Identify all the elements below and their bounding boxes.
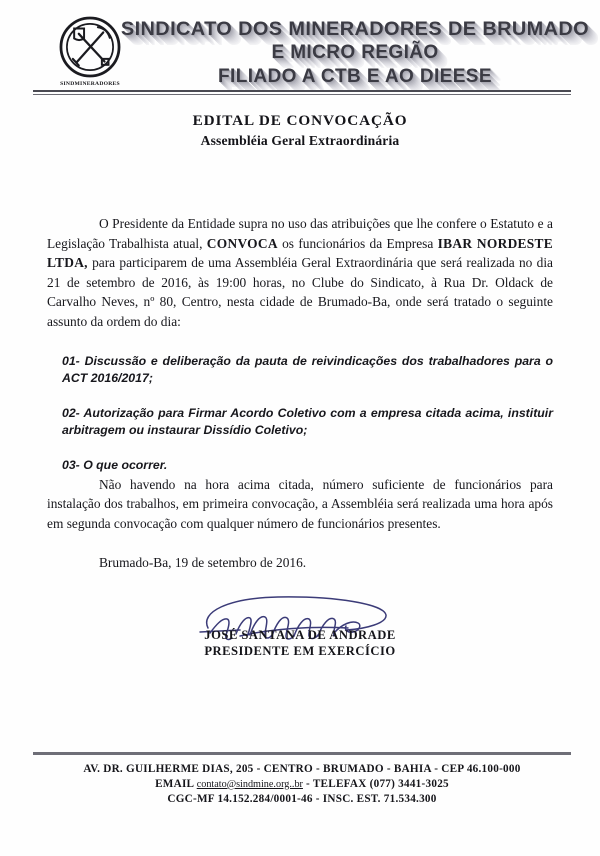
document-footer xyxy=(33,752,571,807)
footer-email-label: EMAIL xyxy=(155,777,197,790)
agenda-item: 02- Autorização para Firmar Acordo Coletivo com a empresa citada acima, instituir arbitragem ou instaurar Dissídio Coletivo; xyxy=(62,405,553,438)
footer-telefax: - TELEFAX (077) 3441-3025 xyxy=(302,777,449,790)
agenda-list xyxy=(47,353,553,475)
page-title: EDITAL DE CONVOCAÇÃO xyxy=(192,112,408,129)
opening-paragraph: O Presidente da Entidade supra no uso das atribuições que lhe confere o Estatuto e a Legislação Trabalhista atual, CONVOCA os funcionários da Empresa IBAR NORDESTE LTDA, para participarem de uma Assembléia Geral Extraordinária que será realizada no dia 21 de setembro de 2016, às 19:00 horas, no Clube do Sindicato, à Rua Dr. Oldack de Carvalho Neves, nº 80, Centro, nesta cidade de Brumado-Ba, onde será tratado o seguinte assunto da ordem do dia: xyxy=(47,216,553,329)
signature-block xyxy=(0,596,600,663)
letterhead-wordart xyxy=(118,12,592,92)
closing-paragraph: Não havendo na hora acima citada, número suficiente de funcionários para instalação dos trabalhos, em primeira convocação, a Assembléia será realizada uma hora após em segunda convocação com qualquer número de funcionários presentes. xyxy=(47,476,553,531)
signatory-role: PRESIDENTE EM EXERCÍCIO xyxy=(204,644,396,658)
header-divider xyxy=(33,90,571,95)
footer-email-link[interactable]: contato@sindmine.org..br xyxy=(196,778,303,790)
wordart-line-3: FILIADO A CTB E AO DIEESE xyxy=(218,66,492,87)
wordart-line-2: E MICRO REGIÃO xyxy=(271,42,439,63)
document-body xyxy=(47,214,553,573)
wordart-line-1: SINDICATO DOS MINERADORES DE BRUMADO xyxy=(120,18,590,40)
footer-registration: CGC-MF 14.152.284/0001-46 - INSC. EST. 71.534.300 xyxy=(167,793,437,806)
letterhead xyxy=(0,0,600,96)
footer-address: AV. DR. GUILHERME DIAS, 205 - CENTRO - BRUMADO - BAHIA - CEP 46.100-000 xyxy=(83,763,521,775)
document-title-block xyxy=(0,112,600,149)
date-line: Brumado-Ba, 19 de setembro de 2016. xyxy=(99,555,307,571)
signatory-name: JOSÉ SANTANA DE ANDRADE xyxy=(204,628,396,642)
agenda-item: 03- O que ocorrer. xyxy=(62,457,168,472)
logo-caption: SINDMINERADORES xyxy=(60,81,120,87)
footer-contact xyxy=(33,777,571,793)
page-subtitle: Assembléia Geral Extraordinária xyxy=(200,133,400,148)
agenda-item: 01- Discussão e deliberação da pauta de reivindicações dos trabalhadores para o ACT 2016/2017; xyxy=(62,353,553,386)
footer-divider xyxy=(33,752,571,755)
